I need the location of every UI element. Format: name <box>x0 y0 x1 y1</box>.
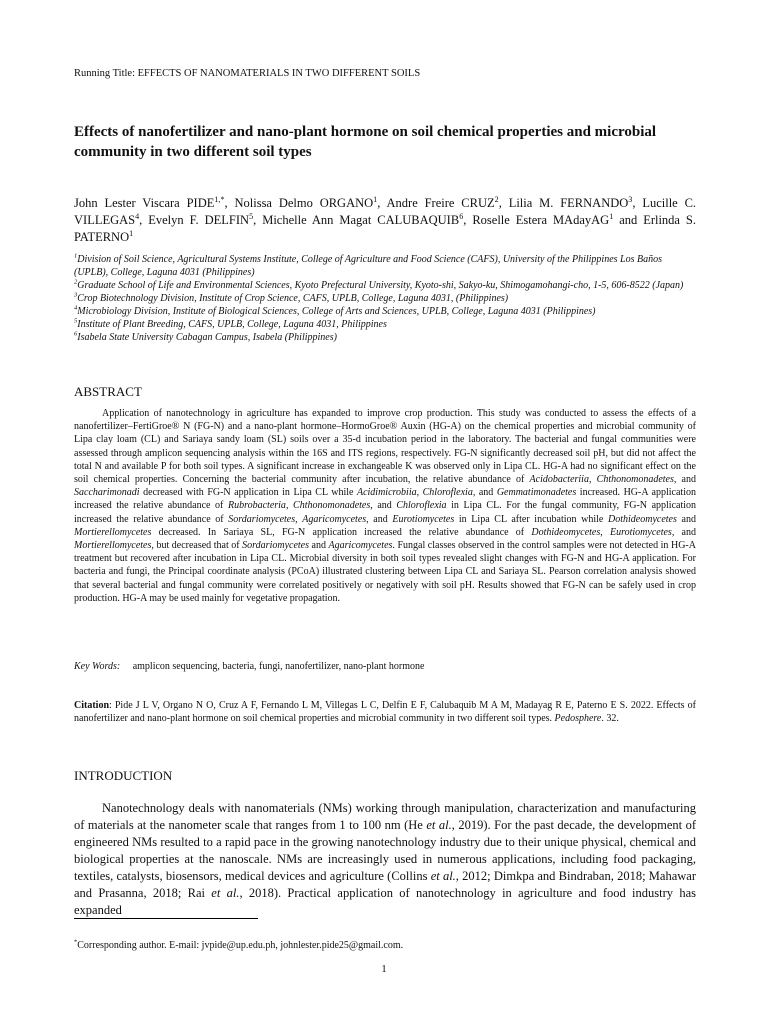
abstract-run: decreased with FG-N application in Lipa CL while <box>139 487 357 499</box>
footnote-text: Corresponding author. E-mail: jvpide@up.edu.ph, johnlester.pide25@gmail.com. <box>77 940 404 951</box>
intro-run: Nanotechnology deals with nanomaterials (NMs) working through manipulation, characterization and manufacturing of materials at the nanometer scale that ranges from 1 to 100 nm (He <box>74 801 696 832</box>
abstract-run: Agaricomycetes <box>328 540 393 552</box>
affiliation-item <box>74 253 696 279</box>
introduction-text <box>74 800 696 919</box>
affiliation-text: Institute of Plant Breeding, CAFS, UPLB, College, Laguna 4031, Philippines <box>77 319 387 330</box>
author-affiliation-marker: 3 <box>628 194 633 204</box>
author-name: Evelyn F. DELFIN <box>148 213 250 227</box>
abstract-run: . Fungal classes observed in the control samples were not detected in HG-A treatment but recovered after incubation in Lipa CL. Microbial diversity in both soil types revealed slight changes with FG-N and HG-A application. For bacteria and fungi, the Principal coordinate analysis (PCoA) illustrated clustering between Lipa CL and Sariaya SL. Pearson correlation analysis showed that several bacterial and fungal community were correlated positively or negatively with soil pH. Results showed that FG-N can be safely used in crop production. HG-A may be used mainly for vegetative propagation. <box>74 540 696 604</box>
abstract-run: Saccharimonadi <box>74 487 140 499</box>
citation-run: : Pide J L V, Organo N O, Cruz A F, Fernando L M, Villegas L C, Delfin E F, Calubaquib M A M, Madayag R E, Paterno E S. 2022. Effects of nanofertilizer and nano-plant hormone on soil chemical properties and microbial community in two different soil types. <box>74 700 696 725</box>
affiliation-marker: 3 <box>74 291 78 299</box>
author-affiliation-marker: 1 <box>373 194 378 204</box>
abstract-run: and <box>309 540 329 552</box>
abstract-run: , <box>285 500 294 512</box>
keywords-text: amplicon sequencing, bacteria, fungi, nanofertilizer, nano-plant hormone <box>132 661 425 672</box>
abstract-run: , and <box>366 513 393 525</box>
affiliation-item <box>74 279 696 292</box>
author-affiliation-marker: 4 <box>135 211 140 221</box>
affiliation-text: Isabela State University Cabagan Campus, Isabela (Philippines) <box>77 332 337 343</box>
affiliation-marker: 1 <box>74 252 78 260</box>
abstract-run: , <box>416 487 423 499</box>
abstract-run: Acidimicrobiia <box>356 487 417 499</box>
abstract-run: Gemmatimonadetes <box>496 487 577 499</box>
introduction-heading: INTRODUCTION <box>74 768 173 783</box>
abstract-run: Mortierellomycetes <box>74 540 152 552</box>
citation-run: Pedosphere <box>554 713 602 725</box>
intro-run: , 2018). Practical application of nanotechnology in agriculture and food industry has expanded <box>74 886 696 917</box>
abstract-run: , and <box>472 487 497 499</box>
running-title: Running Title: EFFECTS OF NANOMATERIALS IN TWO DIFFERENT SOILS <box>74 68 421 79</box>
author-name: Lucille C. VILLEGAS <box>74 196 697 227</box>
intro-run: , 2012; Dimkpa and Bindraban, 2018; Mahawar and Prasanna, 2018; Rai <box>74 869 696 900</box>
affiliation-text: Microbiology Division, Institute of Biological Sciences, College of Arts and Sciences, UPLB, College, Laguna 4031 (Philippines) <box>77 306 596 317</box>
citation-text <box>74 700 696 724</box>
abstract-run: , and <box>370 500 397 512</box>
affiliation-item <box>74 331 696 344</box>
abstract-text <box>74 407 696 605</box>
affiliation-text: Crop Biotechnology Division, Institute of Crop Science, CAFS, UPLB, College, Laguna 4031, (Philippines) <box>77 293 509 304</box>
author-affiliation-marker: 1,* <box>214 194 225 204</box>
author-affiliation-marker: 6 <box>459 211 464 221</box>
footnote-rule <box>74 918 258 919</box>
citation-run: . 32. <box>601 713 619 725</box>
abstract-run: Chthonomonadetes <box>596 474 674 486</box>
abstract-run: Sordariomycetes <box>242 540 309 552</box>
author-affiliation-marker: 2 <box>494 194 499 204</box>
abstract-run: Rubrobacteria <box>227 500 286 512</box>
abstract-run: and <box>676 513 696 525</box>
intro-run: et al. <box>211 886 240 900</box>
author-name: John Lester Viscara PIDE <box>74 196 215 210</box>
citation-label: Citation <box>74 700 109 711</box>
abstract-run: in Lipa CL after incubation while <box>454 513 609 525</box>
abstract-run: in Lipa CL. For the fungal community, FG-N application increased the relative abundance of <box>74 500 697 525</box>
abstract-run: decreased. In Sariaya SL, FG-N application increased the relative abundance of <box>151 526 532 538</box>
abstract-run: , <box>600 526 610 538</box>
affiliation-marker: 4 <box>74 304 78 312</box>
keywords-label: Key Words: <box>74 661 121 672</box>
author-name: Michelle Ann Magat CALUBAQUIB <box>262 213 460 227</box>
abstract-run: Chloroflexia <box>396 500 447 512</box>
affiliation-text: Division of Soil Science, Agricultural Systems Institute, College of Agriculture and Food Science (CAFS), University of the Philippines Los Baños (UPLB), College, Laguna 4031 (Philippines) <box>74 254 662 278</box>
abstract-run: Chloroflexia <box>422 487 473 499</box>
author-list: John Lester Viscara $PIDE^{1,*}$, Nolissa Delmo ORGANO$^1$, Andre Freire CRUZ$^2$, Lilia M. FERNANDO$^3$, Lucille C. VILLEGAS$^4$, Evelyn F. DELFIN$^5$, Michelle Ann Magat CALUBAQUIB$^6$, Roselle Estera MAdayAG$^1$ and Erlinda S. PATERNO$^1$ <box>74 194 697 244</box>
intro-run: , 2019). For the past decade, the development of engineered NMs resulted to a rapid pace in the growing nanotechnology industry due to their unique physical, chemical and biological properties at the nanoscale. NMs are increasingly used in numerous applications, including food packaging, textiles, catalysts, biosensors, medical devices and agriculture (Collins <box>74 818 697 883</box>
author-affiliation-marker: 5 <box>249 211 254 221</box>
paper-title: Effects of nanofertilizer and nano-plant hormone on soil chemical properties and microbial community in two different soil types <box>74 124 657 160</box>
affiliation-marker: 2 <box>74 278 78 286</box>
author-name: Lilia M. FERNANDO <box>508 196 629 210</box>
citation-block <box>74 699 696 725</box>
page-number: 1 <box>381 963 387 975</box>
keywords-line <box>74 661 696 672</box>
abstract-run: Dothideomycetes <box>608 513 677 525</box>
affiliation-text: Graduate School of Life and Environmental Sciences, Kyoto Prefectural University, Kyoto-shi, Sakyo-ku, Shimogamohangi-cho, 1-5, 606-8522 (Japan) <box>77 280 684 291</box>
affiliation-item <box>74 305 696 318</box>
abstract-run: , but decreased that of <box>151 540 243 552</box>
affiliation-marker: 5 <box>74 317 78 325</box>
footnote-marker: * <box>74 938 78 946</box>
abstract-run: Dothideomycetes <box>531 526 601 538</box>
author-affiliation-marker: 1 <box>129 228 134 238</box>
affiliation-marker: 6 <box>74 330 78 338</box>
abstract-heading: ABSTRACT <box>74 384 142 399</box>
abstract-run: Mortierellomycetes <box>74 526 152 538</box>
abstract-run: , <box>295 513 303 525</box>
affiliation-item <box>74 292 696 305</box>
footnote <box>74 940 696 951</box>
abstract-run: Eurotiomycetes <box>392 513 455 525</box>
abstract-run: Sordariomycetes <box>228 513 296 525</box>
author-name: Roselle Estera MAdayAG <box>472 213 610 227</box>
abstract-run: Eurotiomycetes <box>609 526 672 538</box>
abstract-run: Chthonomonadetes <box>293 500 371 512</box>
affiliation-item <box>74 318 696 331</box>
abstract-run: Application of nanotechnology in agriculture has expanded to improve crop production. This study was conducted to assess the effects of a nanofertilizer–FertiGroe® N (FG-N) and a nano-plant hormone–HormoGroe® Auxin (HG-A) on the chemical properties and microbial community of Lipa clay loam (CL) and Sariaya sandy loam (SL) soils over a 35-d incubation period in the laboratory. The bacterial and fungal communities were assessed through amplicon sequencing analysis within the 16S and ITS regions, respectively. FG-N significantly decreased soil pH, but did not affect the total N and available P for both soil types. A significant increase in exchangeable K was observed only in Lipa CL. HG-A had no significant effect on the soil chemical properties. Concerning the bacterial community after incubation, the relative abundance of <box>74 408 696 486</box>
abstract-run: Acidobacteriia <box>529 474 589 486</box>
author-name: Erlinda S. PATERNO <box>74 213 696 244</box>
abstract-run: , and <box>673 474 696 486</box>
author-name: Nolissa Delmo ORGANO <box>234 196 374 210</box>
abstract-run: , <box>588 474 597 486</box>
intro-run: et al. <box>426 818 452 832</box>
intro-run: et al. <box>430 869 456 883</box>
author-affiliation-marker: 1 <box>609 211 614 221</box>
affiliation-list <box>74 253 696 344</box>
author-name: Andre Freire CRUZ <box>386 196 495 210</box>
abstract-run: , and <box>671 526 696 538</box>
abstract-run: Agaricomycetes <box>302 513 367 525</box>
abstract-run: increased. HG-A application increased the relative abundance of <box>74 487 696 512</box>
